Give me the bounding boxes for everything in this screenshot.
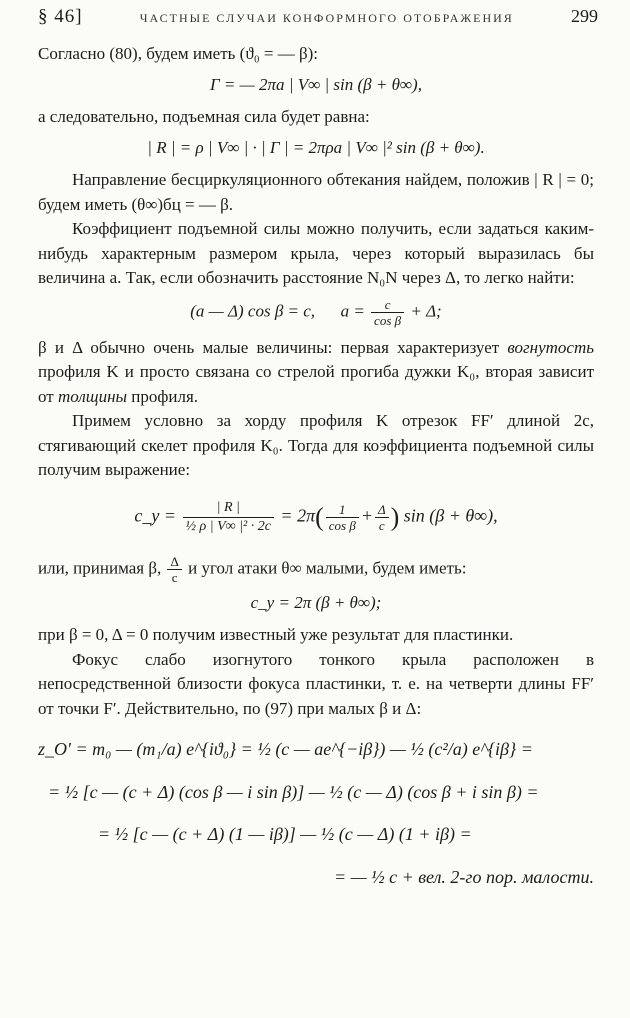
fraction — [183, 499, 274, 536]
denominator: ½ ρ | V∞ |² · 2c — [185, 518, 271, 534]
formula-part: + — [360, 505, 373, 526]
denominator: cos β — [374, 312, 402, 328]
text-run: профиля K и просто связана со стрелой прогиба дужки K₀, вторая зависит от — [38, 362, 594, 406]
fraction — [371, 297, 404, 328]
formula-small-angle: c_y = 2π (β + θ∞); — [250, 592, 382, 612]
section-number: § 46] — [38, 6, 83, 27]
formula-part: a = — [340, 300, 365, 320]
paragraph: Фокус слабо изогнутого тонкого крыла расположен в непосредственной близости фокуса пластинки, т. е. на четверти длины FF′ от точки F′. Действительно, по (97) при малых β и Δ: — [38, 649, 594, 718]
page-number: 299 — [570, 6, 598, 26]
text-run: профиля. — [131, 386, 199, 406]
formula-lift-force: | R | = ρ | V∞ | · | Γ | = 2πρa | V∞ |² sin (β + θ∞). — [147, 137, 485, 157]
paragraph: Направление бесциркуляционного обтекания найдем, положив | R | = 0; будем иметь (θ∞)бц = — β. — [38, 170, 594, 214]
formula-part: sin (β + θ∞), — [403, 505, 498, 526]
formula-focus-1: z_O′ = m₀ — (m₁/a) e^{iϑ₀} = ½ (c — ae^{−iβ}) — ½ (c²/a) e^{iβ} = — [38, 739, 533, 759]
paragraph: Согласно (80), будем иметь (ϑ₀ = — β): — [38, 44, 319, 63]
running-title: ЧАСТНЫЕ СЛУЧАИ КОНФОРМНОГО ОТОБРАЖЕНИЯ — [139, 11, 514, 25]
paragraph: а следовательно, подъемная сила будет равна: — [38, 107, 370, 126]
formula-circulation: Γ = — 2πa | V∞ | sin (β + θ∞), — [210, 74, 422, 94]
fraction — [375, 502, 389, 533]
formula-lift-coefficient — [38, 499, 594, 536]
emphasis: толщины — [57, 386, 128, 406]
formula-part: (a — Δ) cos β = c, — [190, 300, 316, 320]
numerator: Δ — [167, 554, 181, 570]
formula-part: = 2π — [280, 505, 316, 526]
text-run: и угол атаки θ∞ малыми, будем иметь: — [188, 557, 467, 577]
numerator: | R | — [183, 499, 274, 518]
text-run: β и Δ обычно очень малые величины: первая характеризует — [38, 337, 500, 357]
right-paren: ) — [390, 501, 400, 531]
formula-focus-2: = ½ [c — (c + Δ) (cos β — i sin β)] — ½ (c — Δ) (cos β + i sin β) = — [48, 781, 539, 802]
numerator: 1 — [326, 502, 359, 518]
left-paren: ( — [315, 501, 324, 531]
fraction — [326, 502, 359, 533]
page-body — [38, 42, 594, 907]
formula-part: + Δ; — [410, 300, 442, 320]
paragraph — [38, 554, 594, 585]
denominator: cos β — [328, 517, 356, 533]
paragraph: Коэффициент подъемной силы можно получить, если задаться каким-нибудь характерным размером крыла, через который выразилась бы величина a. Так, если обозначить расстояние N₀N через Δ, то легко найти: — [38, 219, 594, 287]
numerator: Δ — [375, 502, 389, 518]
page-header — [38, 6, 598, 30]
denominator: c — [171, 569, 178, 585]
formula-part: c_y = — [134, 505, 177, 526]
formula-chord-relation — [38, 297, 594, 328]
denominator: c — [378, 517, 385, 533]
text-run: или, принимая β, — [38, 557, 162, 577]
paragraph: Примем условно за хорду профиля K отрезок FF′ длиной 2c, стягивающий скелет профиля K₀. Тогда для коэффициента подъемной силы получим выражение: — [38, 411, 594, 479]
fraction — [167, 554, 181, 585]
formula-focus-3: = ½ [c — (c + Δ) (1 — iβ)] — ½ (c — Δ) (1 + iβ) = — [98, 824, 472, 844]
formula-focus-4: = — ½ c + вел. 2-го пор. малости. — [333, 866, 594, 887]
paragraph: при β = 0, Δ = 0 получим известный уже результат для пластинки. — [38, 625, 514, 644]
emphasis: вогнутость — [507, 337, 594, 357]
paragraph — [38, 336, 594, 410]
numerator: c — [371, 297, 404, 313]
